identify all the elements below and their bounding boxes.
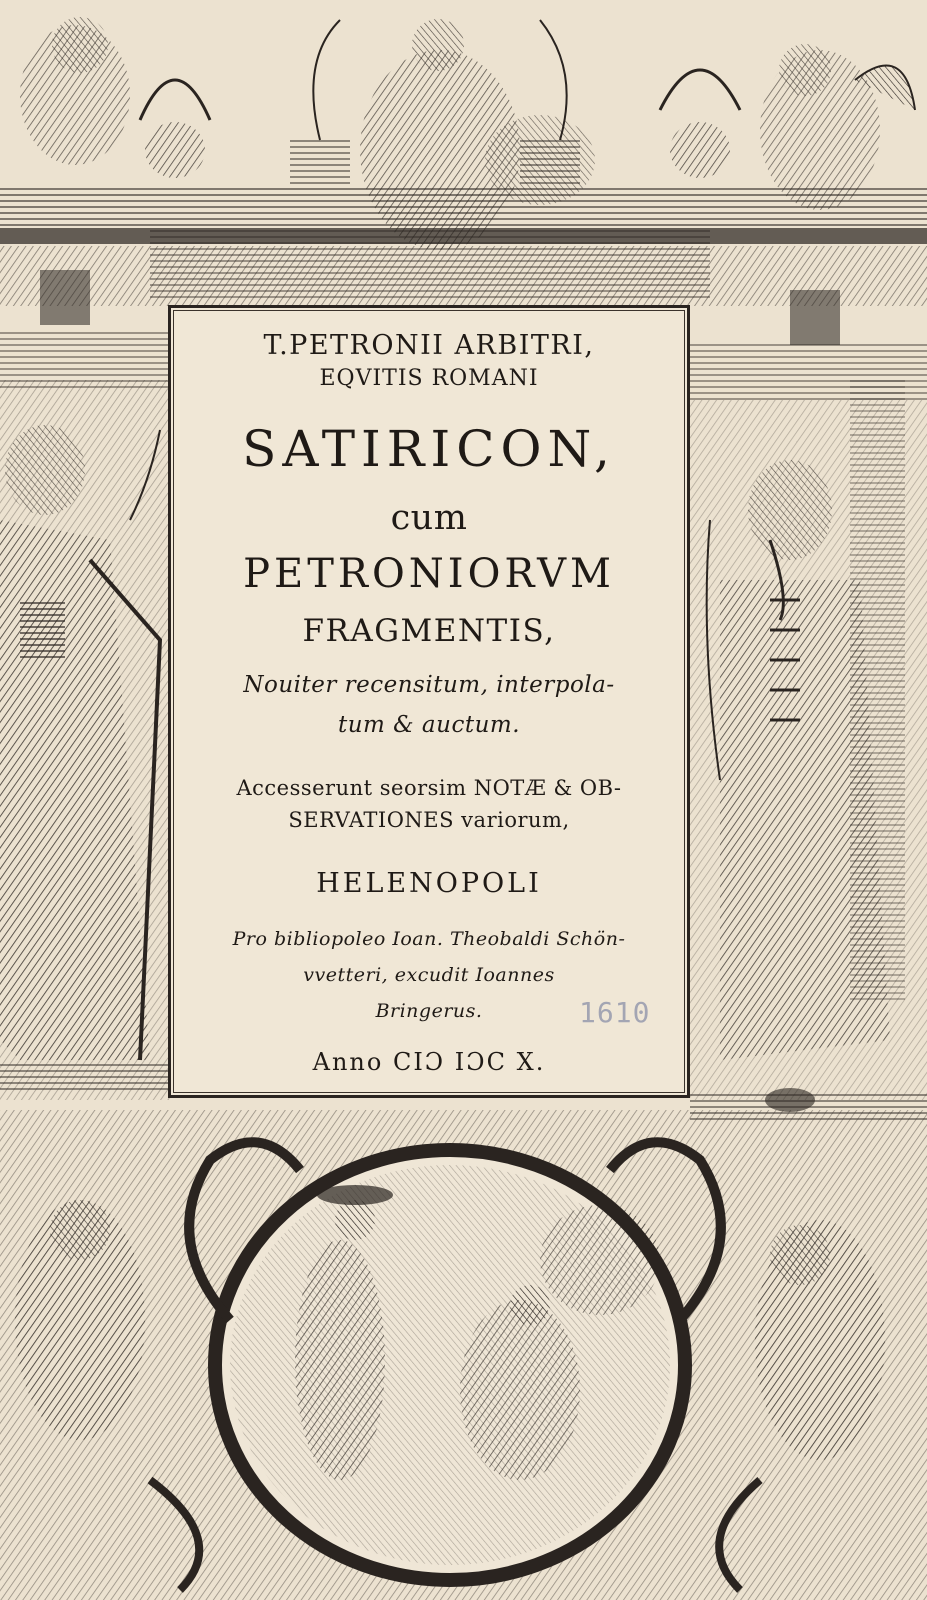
notes-line2: SERVATIONES variorum, <box>288 808 570 832</box>
imprint-line1: Pro bibliopoleo Ioan. Theobaldi Schön- <box>232 928 626 950</box>
edition-note-line1: Nouiter recensitum, interpola- <box>243 672 615 698</box>
imprint-line3: Bringerus. <box>375 1000 483 1022</box>
conjunction-line: cum <box>390 498 468 538</box>
right-figure <box>690 380 927 1120</box>
fragments-title-line2: FRAGMENTIS, <box>302 613 556 649</box>
bottom-ornament <box>0 1110 927 1600</box>
library-stamp: 1610 <box>579 996 651 1029</box>
title-cartouche <box>168 305 690 1098</box>
fragments-title-line1: PETRONIORVM <box>243 551 615 597</box>
publication-year: Anno CIƆ IƆC X. <box>312 1048 546 1076</box>
author-rank-line: EQVITIS ROMANI <box>319 366 539 391</box>
work-title: SATIRICON, <box>242 420 616 478</box>
edition-note-line2: tum & auctum. <box>337 712 521 738</box>
imprint-line2: vvetteri, excudit Ioannes <box>303 964 555 986</box>
place-of-publication: HELENOPOLI <box>316 868 542 899</box>
left-figure <box>0 380 170 1100</box>
notes-line1: Accesserunt seorsim NOTÆ & OB- <box>236 776 622 800</box>
author-line: T.PETRONII ARBITRI, <box>263 330 595 361</box>
